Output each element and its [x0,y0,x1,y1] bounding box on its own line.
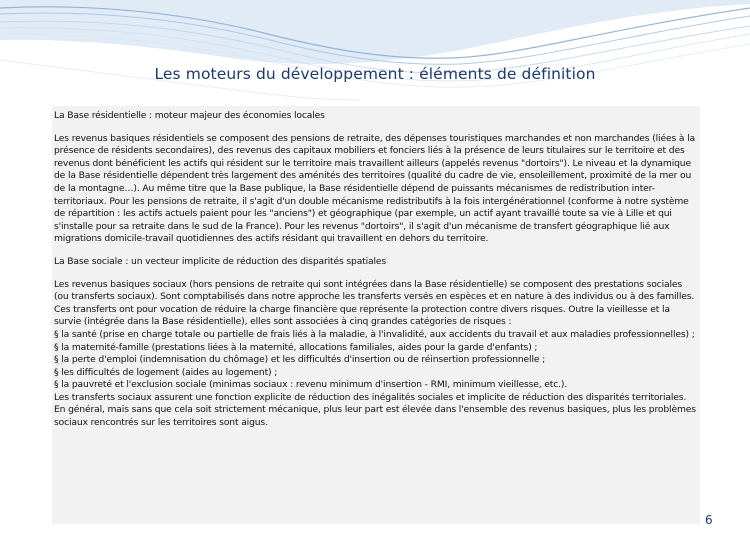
risk-bullet-employment: § la perte d'emploi (indemnisation du chômage) et les difficultés d'insertion ou de réinsertion professionnelle ; [54,354,546,366]
content-panel [52,106,700,524]
risk-bullet-health: § la santé (prise en charge totale ou partielle de frais liés à la maladie, à l'invalidité, aux accidents du travail et aux maladies professionnelles) ; [54,328,695,340]
social-paragraph-intro [54,279,697,430]
social-intro-text: Les revenus basiques sociaux (hors pensions de retraite qui sont intégrées dans la Base résidentielle) se composent des prestations sociales (ou transferts sociaux). Sont comptabilisés dans notre approche les transferts versés en espèces et en nature à des individus ou à des familles. Ces transferts ont pour vocation de réduire la charge financière que représente la protection contre divers risques. Outre la vieillesse et la survie (intégrée dans la Base résidentielle), elles sont associées à cinq grandes catégories de risques : [54,278,695,328]
page-number: 6 [705,513,713,527]
risk-bullet-housing: § les difficultés de logement (aides au logement) ; [54,366,278,378]
slide-title: Les moteurs du développement : éléments de définition [154,65,596,83]
residential-paragraph: Les revenus basiques résidentiels se composent des pensions de retraite, des dépenses touristiques marchandes et non marchandes (liées à la présence de résidents secondaires), des revenus des capitaux mobiliers et fonciers liés à la présence de leurs titulaires sur le territoire et des revenus dont bénéficient les actifs qui résident sur le territoire mais travaillent ailleurs (appelés revenus "dortoirs"). Le niveau et la dynamique de la Base résidentielle dépendent très largement des aménités des territoires (qualité du cadre de vie, ensoleillement, proximité de la mer ou de la montagne…). Au même titre que la Base publique, la Base résidentielle dépend de puissants mécanismes de redistribution inter-territoriaux. Pour les pensions de retraite, il s'agit d'un double mécanisme redistributifs à la fois intergénérationnel (conforme à notre système de répartition : les actifs actuels paient pour les "anciens") et géographique (par exemple, un actif ayant travaillé toute sa vie à Lille et qui s'installe pour sa retraite dans le sud de la France). Pour les revenus "dortoirs", il s'agit d'un mécanisme de transfert géographique lié aux migrations domicile-travail quotidiennes des actifs résidant qui travaillent en dehors du territoire. [54,132,695,245]
risk-bullet-maternity: § la maternité-famille (prestations liées à la maternité, allocations familiales, aides pour la garde d'enfants) ; [54,341,538,353]
section-heading-social: La Base sociale : un vecteur implicite de réduction des disparités spatiales [54,255,387,267]
social-outro-text: Les transferts sociaux assurent une fonction explicite de réduction des inégalités sociales et implicite de réduction des disparités territoriales. En général, mais sans que cela soit strictement mécanique, plus leur part est élevée dans l'ensemble des revenus basiques, plus les problèmes sociaux rencontrés sur les territoires sont aigus. [54,391,696,429]
decorative-wave-header [0,0,750,110]
section-heading-residential: La Base résidentielle : moteur majeur des économies locales [54,110,325,121]
risk-bullet-poverty: § la pauvreté et l'exclusion sociale (minimas sociaux : revenu minimum d'insertion - RMI, minimum vieillesse, etc.). [54,379,568,391]
